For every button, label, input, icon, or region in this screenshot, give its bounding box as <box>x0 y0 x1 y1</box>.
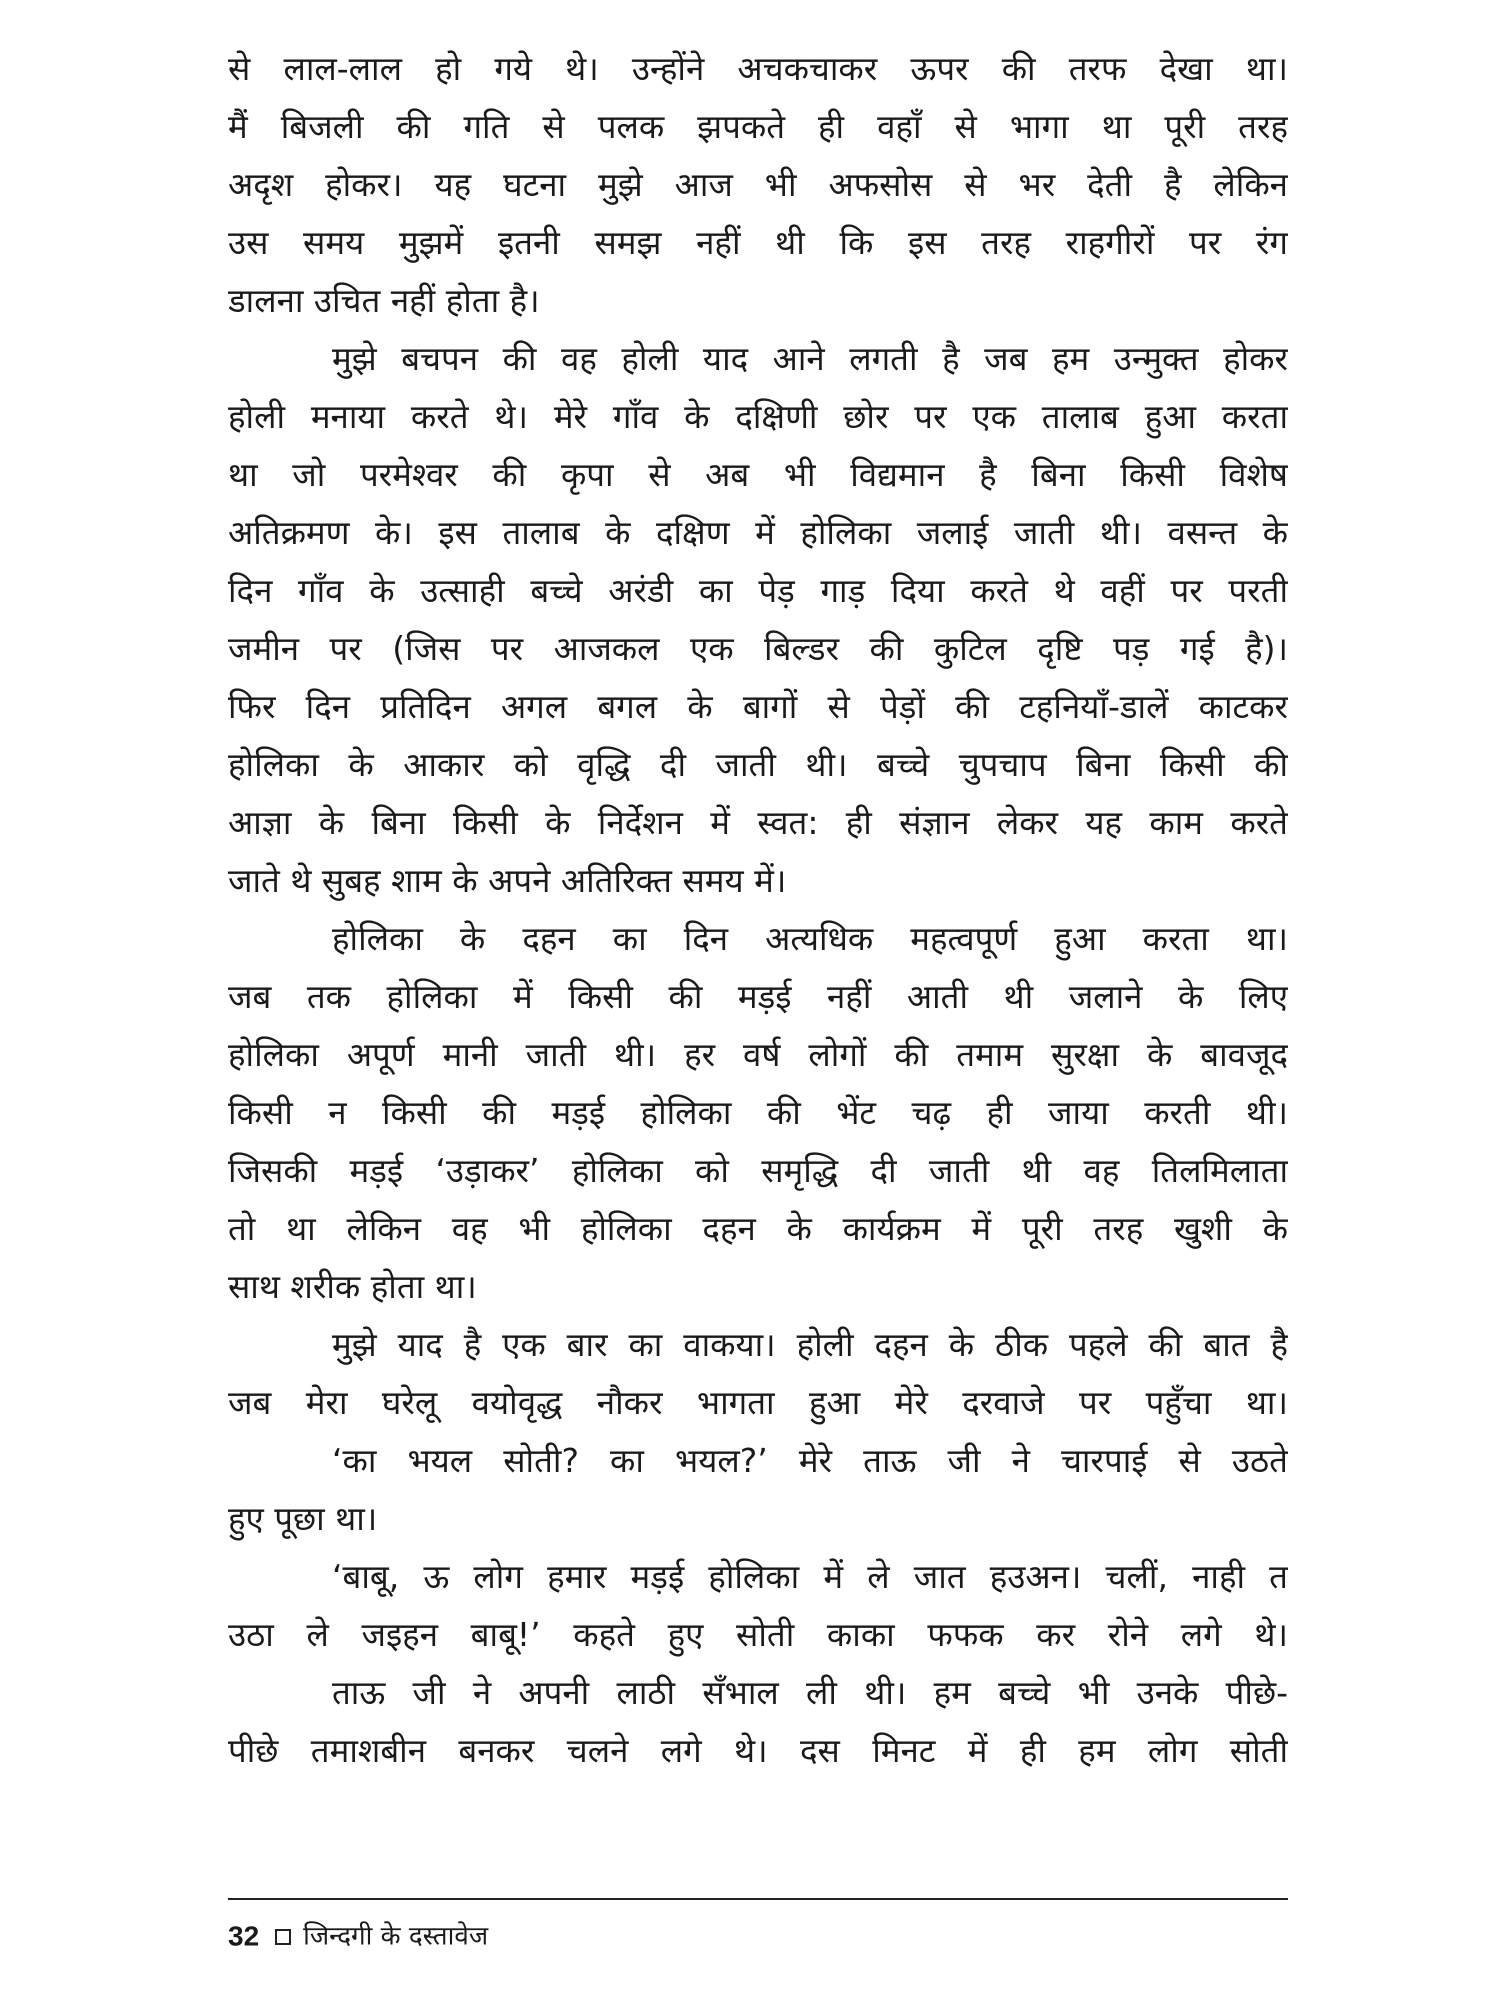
text-line: उस समय मुझमें इतनी समझ नहीं थी कि इस तरह राहगीरों पर रंग <box>228 223 1288 262</box>
text-line: जाते थे सुबह शाम के अपने अतिरिक्त समय में। <box>228 861 787 900</box>
footer-divider <box>228 1898 1288 1900</box>
book-page <box>228 40 1288 1940</box>
paragraph-first-line: ‘का भयल सोती? का भयल?’ मेरे ताऊ जी ने चारपाई से उठते <box>332 1441 1288 1480</box>
text-line: था जो परमेश्वर की कृपा से अब भी विद्यमान है बिना किसी विशेष <box>228 455 1288 494</box>
text-line: से लाल-लाल हो गये थे। उन्होंने अचकचाकर ऊपर की तरफ देखा था। <box>228 49 1288 88</box>
paragraph-first-line: मुझे याद है एक बार का वाकया। होली दहन के ठीक पहले की बात है <box>332 1325 1288 1364</box>
text-line: दिन गाँव के उत्साही बच्चे अरंडी का पेड़ गाड़ दिया करते थे वहीं पर परती <box>228 571 1288 610</box>
text-line: किसी न किसी की मड़ई होलिका की भेंट चढ़ ही जाया करती थी। <box>228 1093 1288 1132</box>
paragraph-first-line: ‘बाबू, ऊ लोग हमार मड़ई होलिका में ले जात हउअन। चलीं, नाही त <box>332 1557 1288 1596</box>
book-title: जिन्दगी के दस्तावेज <box>303 1921 489 1952</box>
text-line: उठा ले जइहन बाबू!’ कहते हुए सोती काका फफक कर रोने लगे थे। <box>228 1615 1288 1654</box>
page-number: 32 <box>228 1920 260 1952</box>
text-line: होलिका के आकार को वृद्धि दी जाती थी। बच्चे चुपचाप बिना किसी की <box>228 745 1288 784</box>
text-line: डालना उचित नहीं होता है। <box>228 281 540 320</box>
square-bullet-icon <box>275 1929 291 1945</box>
page-footer <box>228 1916 488 1956</box>
text-line: जब तक होलिका में किसी की मड़ई नहीं आती थी जलाने के लिए <box>228 977 1288 1016</box>
paragraph-first-line: होलिका के दहन का दिन अत्यधिक महत्वपूर्ण हुआ करता था। <box>332 919 1288 958</box>
text-line: तो था लेकिन वह भी होलिका दहन के कार्यक्रम में पूरी तरह खुशी के <box>228 1209 1288 1248</box>
text-line: अतिक्रमण के। इस तालाब के दक्षिण में होलिका जलाई जाती थी। वसन्त के <box>228 513 1288 552</box>
text-line: होली मनाया करते थे। मेरे गाँव के दक्षिणी छोर पर एक तालाब हुआ करता <box>228 397 1288 436</box>
text-line: मैं बिजली की गति से पलक झपकते ही वहाँ से भागा था पूरी तरह <box>228 107 1288 146</box>
paragraph-first-line: ताऊ जी ने अपनी लाठी सँभाल ली थी। हम बच्चे भी उनके पीछे- <box>332 1673 1288 1712</box>
text-line: साथ शरीक होता था। <box>228 1267 477 1306</box>
text-line: जिसकी मड़ई ‘उड़ाकर’ होलिका को समृद्धि दी जाती थी वह तिलमिलाता <box>228 1151 1288 1190</box>
text-line: जब मेरा घरेलू वयोवृद्ध नौकर भागता हुआ मेरे दरवाजे पर पहुँचा था। <box>228 1383 1288 1422</box>
text-line: जमीन पर (जिस पर आजकल एक बिल्डर की कुटिल दृष्टि पड़ गई है)। <box>228 629 1288 668</box>
text-line: पीछे तमाशबीन बनकर चलने लगे थे। दस मिनट में ही हम लोग सोती <box>228 1731 1288 1770</box>
text-line: फिर दिन प्रतिदिन अगल बगल के बागों से पेड़ों की टहनियाँ-डालें काटकर <box>228 687 1288 726</box>
paragraph-first-line: मुझे बचपन की वह होली याद आने लगती है जब हम उन्मुक्त होकर <box>332 339 1288 378</box>
text-line: आज्ञा के बिना किसी के निर्देशन में स्वत: ही संज्ञान लेकर यह काम करते <box>228 803 1288 842</box>
text-line: अदृश होकर। यह घटना मुझे आज भी अफसोस से भर देती है लेकिन <box>228 165 1288 204</box>
text-line: होलिका अपूर्ण मानी जाती थी। हर वर्ष लोगों की तमाम सुरक्षा के बावजूद <box>228 1035 1288 1074</box>
text-line: हुए पूछा था। <box>228 1499 378 1538</box>
